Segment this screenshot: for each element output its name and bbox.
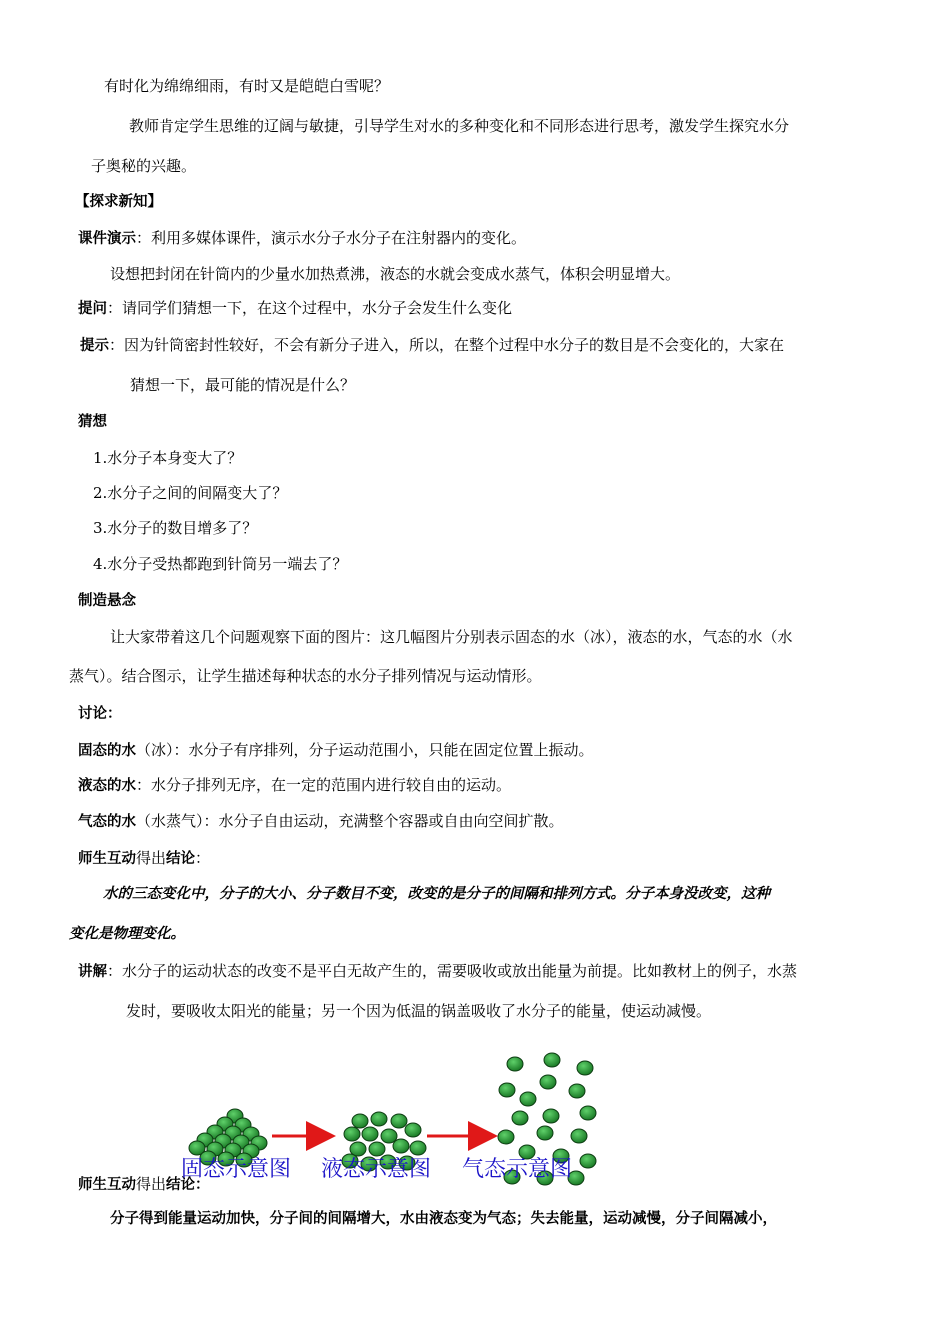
section-heading: 猜想: [78, 414, 107, 430]
text: ：利用多媒体课件，演示水分子水分子在注射器内的变化。: [136, 229, 527, 247]
text: （水蒸气）：水分子自由运动，充满整个容器或自由向空间扩散。: [136, 812, 564, 830]
text: ：请同学们猜想一下，在这个过程中，水分子会发生什么变化: [107, 299, 513, 317]
label: 结论：: [166, 1177, 210, 1193]
text-line: 子奥秘的兴趣。: [91, 157, 197, 175]
section-heading: 【探求新知】: [75, 194, 162, 210]
text-line: 蒸气）。结合图示，让学生描述每种状态的水分子排列情况与运动情形。: [69, 667, 542, 685]
text: ：水分子的运动状态的改变不是平白无故产生的，需要吸收或放出能量为前提。比如教材上的例子，水蒸: [107, 962, 798, 980]
caption-liquid: 液态示意图: [321, 1156, 432, 1181]
paragraph: [78, 298, 512, 319]
paragraph: [78, 775, 511, 796]
text-line: 设想把封闭在针筒内的少量水加热煮沸，液态的水就会变成水蒸气，体积会明显增大。: [110, 265, 681, 283]
paragraph: [78, 848, 210, 869]
label: 师生互动: [78, 1177, 136, 1193]
paragraph: [78, 961, 797, 982]
list-item: 3.水分子的数目增多了？: [93, 519, 258, 537]
label: 提示: [80, 338, 109, 354]
text: ：: [195, 849, 211, 867]
paragraph: [78, 740, 594, 761]
list-item: 2.水分子之间的间隔变大了？: [93, 484, 288, 502]
label: 课件演示: [78, 231, 136, 247]
text-line: 猜想一下，最可能的情况是什么？: [130, 376, 356, 394]
text: ：水分子排列无序，在一定的范围内进行较自由的运动。: [136, 776, 512, 794]
text-line: 发时，要吸收太阳光的能量；另一个因为低温的锅盖吸收了水分子的能量，使运动减慢。: [126, 1002, 712, 1020]
list-item: 1.水分子本身变大了？: [93, 449, 243, 467]
paragraph: [78, 811, 564, 832]
text-line: 分子得到能量运动加快，分子间的间隔增大，水由液态变为气态；失去能量，运动减慢，分子间隔减小，: [110, 1211, 777, 1227]
label: 讲解: [78, 964, 107, 980]
label: 液态的水: [78, 778, 136, 794]
text: （冰）：水分子有序排列，分子运动范围小，只能在固定位置上振动。: [136, 741, 594, 759]
caption-gas: 气态示意图: [462, 1156, 573, 1181]
label: 固态的水: [78, 743, 136, 759]
text: ：因为针筒密封性较好，不会有新分子进入，所以，在整个过程中水分子的数目是不会变化的，大家在: [109, 336, 785, 354]
text-line: 教师肯定学生思维的辽阔与敏捷，引导学生对水的多种变化和不同形态进行思考，激发学生探究水分: [129, 117, 790, 135]
conclusion-text: 水的三态变化中，分子的大小、分子数目不变，改变的是分子的间隔和排列方式。分子本身没改变，这种: [103, 886, 770, 902]
list-item: 4.水分子受热都跑到针筒另一端去了？: [93, 555, 348, 573]
caption-solid: 固态示意图: [181, 1156, 292, 1181]
label: 师生互动: [78, 851, 136, 867]
paragraph: [80, 335, 784, 356]
label: 提问: [78, 301, 107, 317]
text-line: 有时化为绵绵细雨，有时又是皑皑白雪呢？: [104, 77, 390, 95]
section-heading: 讨论：: [78, 706, 122, 722]
text: 得出: [136, 1175, 167, 1193]
label: 结论: [166, 851, 196, 867]
paragraph: [78, 228, 526, 249]
section-heading: 制造悬念: [78, 593, 136, 609]
conclusion-text: 变化是物理变化。: [69, 926, 185, 942]
label: 气态的水: [78, 814, 136, 830]
text-line: 让大家带着这几个问题观察下面的图片：这几幅图片分别表示固态的水（冰），液态的水，气态的水（水: [110, 628, 793, 646]
text: 得出: [136, 849, 167, 867]
